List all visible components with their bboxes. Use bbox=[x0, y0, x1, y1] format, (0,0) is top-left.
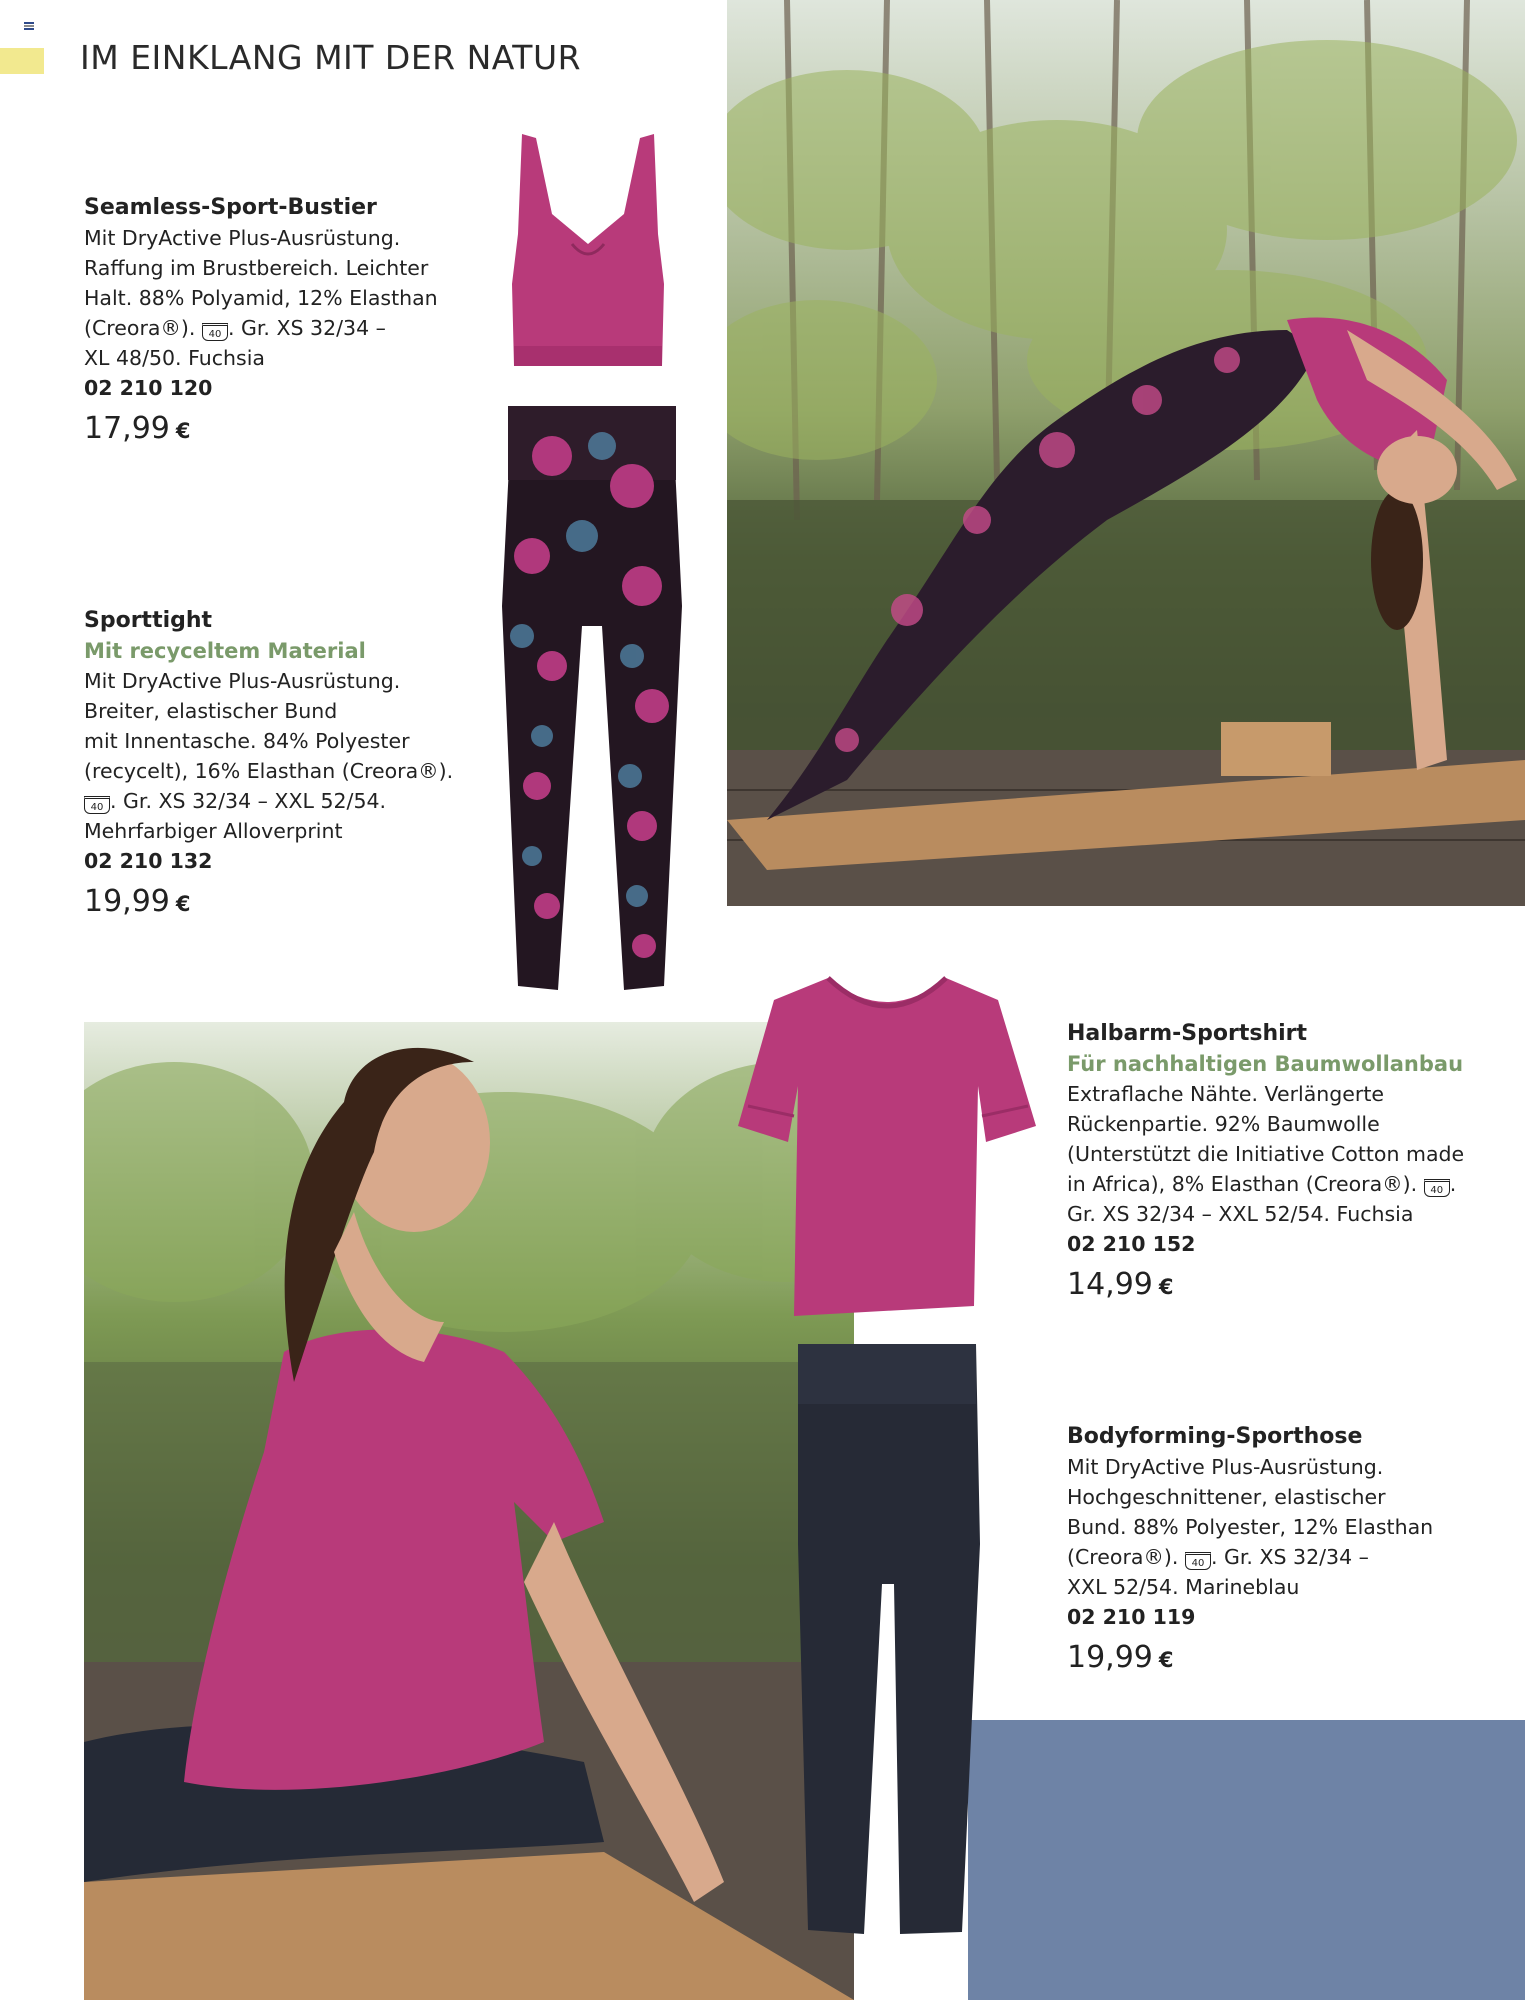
price-value: 19,99 bbox=[84, 884, 170, 919]
desc-line: (Creora®). 40 . Gr. XS 32/34 – bbox=[1067, 1545, 1369, 1569]
product-description bbox=[84, 666, 453, 846]
bodyforming-sporthose-product-image bbox=[790, 1344, 986, 1936]
price bbox=[1067, 1263, 1464, 1309]
wash-40-icon: 40 bbox=[84, 796, 110, 814]
product-bodyforming-sporthose bbox=[1067, 1422, 1433, 1682]
desc-line: XL 48/50. Fuchsia bbox=[84, 346, 265, 370]
tshirt-illustration bbox=[738, 976, 1036, 1318]
desc-line: Extraflache Nähte. Verlängerte bbox=[1067, 1082, 1384, 1106]
product-sporttight bbox=[84, 606, 453, 926]
yoga-photo-backbend-illustration bbox=[727, 0, 1525, 906]
product-halbarm-sportshirt bbox=[1067, 1019, 1464, 1309]
price-value: 19,99 bbox=[1067, 1640, 1153, 1675]
product-description bbox=[1067, 1079, 1464, 1229]
flag-icon bbox=[24, 22, 34, 31]
pants-illustration bbox=[790, 1344, 986, 1936]
product-bustier bbox=[84, 193, 438, 453]
desc-line: Mit DryActive Plus-Ausrüstung. bbox=[84, 669, 401, 693]
desc-line: XXL 52/54. Marineblau bbox=[1067, 1575, 1300, 1599]
desc-line: Raffung im Brustbereich. Leichter bbox=[84, 256, 429, 280]
article-number: 02 210 132 bbox=[84, 849, 213, 873]
desc-line: 40 . Gr. XS 32/34 – XXL 52/54. bbox=[84, 786, 453, 816]
article-number: 02 210 152 bbox=[1067, 1232, 1196, 1256]
product-tagline: Für nachhaltigen Baumwollanbau bbox=[1067, 1052, 1464, 1076]
sporttight-illustration bbox=[492, 406, 692, 996]
product-name: Sporttight bbox=[84, 608, 213, 633]
desc-line: Mehrfarbiger Alloverprint bbox=[84, 819, 343, 843]
desc-line: Bund. 88% Polyester, 12% Elasthan bbox=[1067, 1515, 1434, 1539]
article-number: 02 210 119 bbox=[1067, 1605, 1196, 1629]
price-currency: € bbox=[175, 419, 191, 443]
desc-line: Gr. XS 32/34 – XXL 52/54. Fuchsia bbox=[1067, 1202, 1414, 1226]
yoga-photo-backbend bbox=[727, 0, 1525, 906]
desc-line: Breiter, elastischer Bund bbox=[84, 699, 338, 723]
price bbox=[1067, 1636, 1433, 1682]
desc-line: mit Innentasche. 84% Polyester bbox=[84, 729, 410, 753]
wash-40-icon: 40 bbox=[1185, 1552, 1211, 1570]
product-name: Seamless-Sport-Bustier bbox=[84, 195, 377, 220]
decorative-blue-panel bbox=[968, 1720, 1525, 2000]
price bbox=[84, 407, 438, 453]
price bbox=[84, 880, 453, 926]
bustier-product-image bbox=[502, 134, 674, 370]
product-name: Halbarm-Sportshirt bbox=[1067, 1021, 1308, 1046]
desc-line: Rückenpartie. 92% Baumwolle bbox=[1067, 1112, 1380, 1136]
desc-line: Mit DryActive Plus-Ausrüstung. bbox=[84, 226, 401, 250]
price-currency: € bbox=[1158, 1275, 1174, 1299]
wash-40-icon: 40 bbox=[202, 323, 228, 341]
product-description bbox=[1067, 1452, 1433, 1602]
halbarm-sportshirt-product-image bbox=[738, 976, 1036, 1318]
desc-line: in Africa), 8% Elasthan (Creora®). 40 . bbox=[1067, 1172, 1457, 1196]
price-value: 17,99 bbox=[84, 411, 170, 446]
product-tagline: Mit recyceltem Material bbox=[84, 639, 366, 663]
product-name: Bodyforming-Sporthose bbox=[1067, 1424, 1363, 1449]
bustier-illustration bbox=[502, 134, 674, 370]
desc-line: Halt. 88% Polyamid, 12% Elasthan bbox=[84, 286, 438, 310]
price-currency: € bbox=[1158, 1648, 1174, 1672]
page-tab-marker bbox=[0, 48, 44, 74]
desc-line: Mit DryActive Plus-Ausrüstung. bbox=[1067, 1455, 1384, 1479]
sporttight-product-image bbox=[492, 406, 692, 996]
desc-line: (Unterstützt die Initiative Cotton made bbox=[1067, 1142, 1465, 1166]
desc-line: (recycelt), 16% Elasthan (Creora®). bbox=[84, 759, 454, 783]
desc-line: (Creora®). 40 . Gr. XS 32/34 – bbox=[84, 316, 386, 340]
product-description bbox=[84, 223, 438, 373]
price-value: 14,99 bbox=[1067, 1267, 1153, 1302]
article-number: 02 210 120 bbox=[84, 376, 213, 400]
page-title: IM EINKLANG MIT DER NATUR bbox=[80, 38, 582, 77]
desc-line: Hochgeschnittener, elastischer bbox=[1067, 1485, 1386, 1509]
price-currency: € bbox=[175, 892, 191, 916]
wash-40-icon: 40 bbox=[1424, 1179, 1450, 1197]
